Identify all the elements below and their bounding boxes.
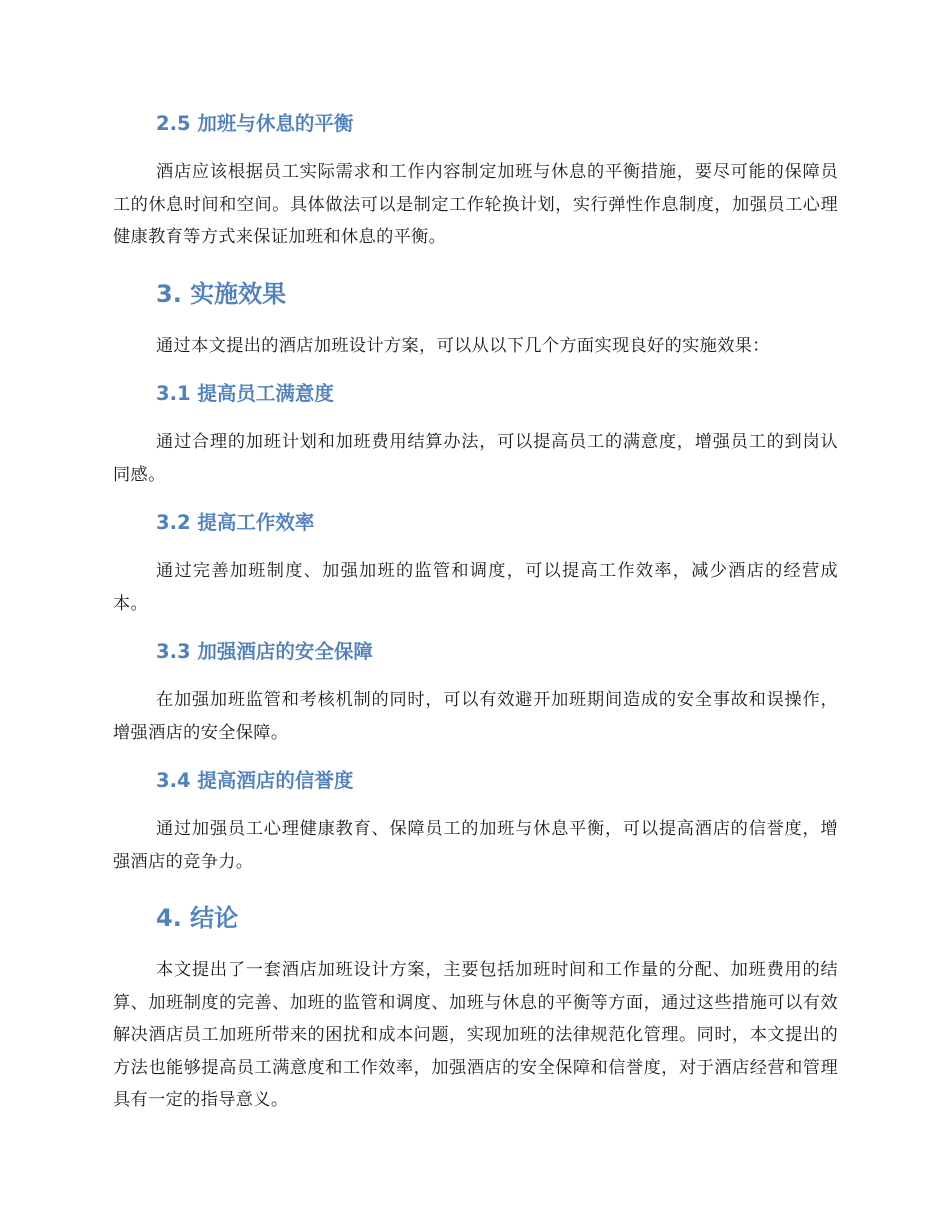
heading-3-2: 3.2 提高工作效率 (156, 511, 315, 534)
paragraph-2-5: 酒店应该根据员工实际需求和工作内容制定加班与休息的平衡措施，要尽可能的保障员工的休息时间和空间。具体做法可以是制定工作轮换计划，实行弹性作息制度，加强员工心理健康教育等方式来保证加班和休息的平衡。 (113, 162, 838, 247)
paragraph-3-3: 在加强加班监管和考核机制的同时，可以有效避开加班期间造成的安全事故和误操作，增强酒店的安全保障。 (113, 690, 838, 743)
heading-3-4: 3.4 提高酒店的信誉度 (156, 769, 354, 792)
heading-2-5: 2.5 加班与休息的平衡 (156, 112, 354, 135)
heading-3: 3. 实施效果 (156, 279, 287, 308)
heading-3-1: 3.1 提高员工满意度 (156, 382, 334, 405)
heading-4: 4. 结论 (156, 904, 239, 932)
paragraph-3-2: 通过完善加班制度、加强加班的监管和调度，可以提高工作效率，减少酒店的经营成本。 (113, 561, 838, 614)
paragraph-3-4: 通过加强员工心理健康教育、保障员工的加班与休息平衡，可以提高酒店的信誉度，增强酒店的竞争力。 (113, 819, 838, 872)
paragraph-3: 通过本文提出的酒店加班设计方案，可以从以下几个方面实现良好的实施效果： (156, 335, 770, 356)
paragraph-3-1: 通过合理的加班计划和加班费用结算办法，可以提高员工的满意度，增强员工的到岗认同感。 (113, 432, 838, 485)
document-content (113, 108, 838, 1117)
heading-3-3: 3.3 加强酒店的安全保障 (156, 640, 373, 663)
paragraph-4: 本文提出了一套酒店加班设计方案，主要包括加班时间和工作量的分配、加班费用的结算、加班制度的完善、加班的监管和调度、加班与休息的平衡等方面，通过这些措施可以有效解决酒店员工加班所带来的困扰和成本问题，实现加班的法律规范化管理。同时，本文提出的方法也能够提高员工满意度和工作效率，加强酒店的安全保障和信誉度，对于酒店经营和管理具有一定的指导意义。 (113, 960, 838, 1110)
